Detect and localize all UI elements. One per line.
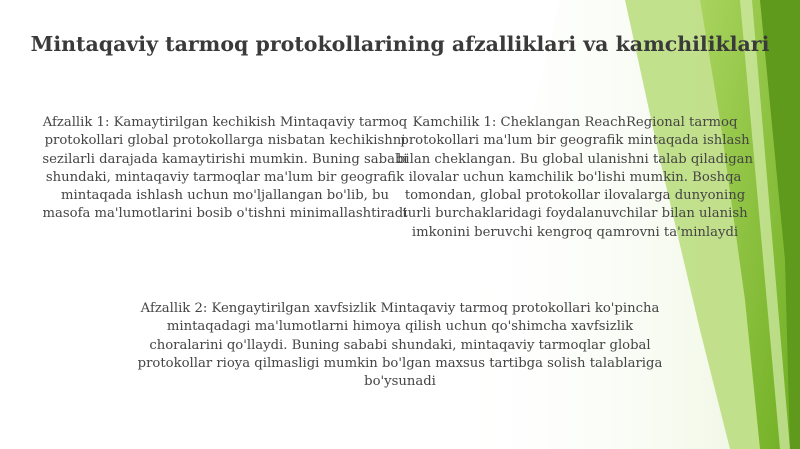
slide-title: Mintaqaviy tarmoq protokollarining afzalliklari va kamchiliklari bbox=[30, 32, 770, 56]
advantage-2-text: Afzallik 2: Kengaytirilgan xavfsizlik Mintaqaviy tarmoq protokollari ko'pincha mintaqadagi ma'lumotlarni himoya qilish uchun qo'shimcha xavfsizlik choralarini qo'llaydi. Buning sababi shundaki, mintaqaviy tarmoqlar global protokollar rioya qilmasligi mumkin bo'lgan maxsus tartibga solish talablariga bo'ysunadi bbox=[137, 301, 663, 390]
disadvantage-1-text: Kamchilik 1: Cheklangan ReachRegional tarmoq protokollari ma'lum bir geografik mintaqada ishlash bilan cheklangan. Bu global ulanishni talab qiladigan ilovalar uchun kamchilik bo'lishi mumkin. Boshqa tomondan, global protokollar ilovalarga dunyoning turli burchaklaridagi foydalanuvchilar bilan ulanish imkonini beruvchi kengroq qamrovni ta'minlaydi bbox=[396, 115, 754, 240]
advantage-1-text: Afzallik 1: Kamaytirilgan kechikish Mintaqaviy tarmoq protokollari global protokollarga nisbatan kechikishni sezilarli darajada kamaytirishi mumkin. Buning sababi shundaki, mintaqaviy tarmoqlar ma'lum bir geografik mintaqada ishlash uchun mo'ljallangan bo'lib, bu masofa ma'lumotlarini bosib o'tishni minimallashtiradi bbox=[42, 115, 408, 222]
